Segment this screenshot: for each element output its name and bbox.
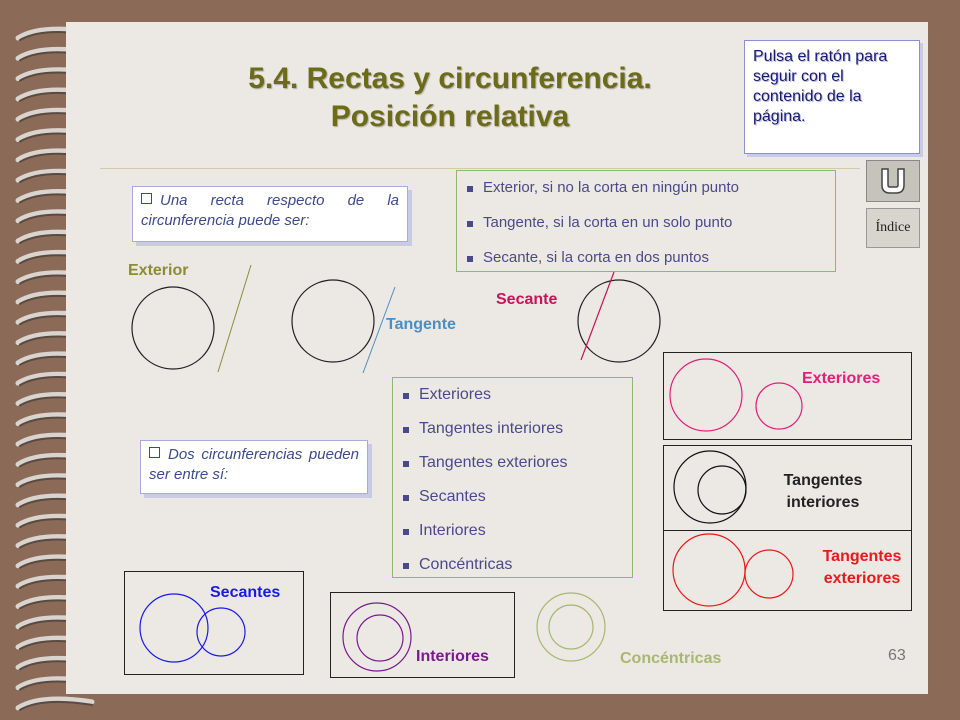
circles-intro-text: Dos circunferencias pueden ser entre sí: — [149, 446, 359, 483]
index-button-label: Índice — [875, 220, 911, 235]
concentricas-label: Concéntricas — [620, 650, 722, 667]
tangentes-interiores-label: Tangentes interiores — [783, 472, 863, 511]
option-term: Tangente — [483, 214, 545, 231]
list-item: Tangentes interiores — [393, 420, 632, 454]
option-term: Exterior — [483, 179, 534, 196]
option-description: , si la corta en dos puntos — [538, 249, 709, 266]
secantes-circle-small — [197, 608, 245, 656]
tangente-label: Tangente — [386, 316, 456, 333]
list-item: Interiores — [393, 522, 632, 556]
secante-label: Secante — [496, 291, 558, 308]
exteriores-label: Exteriores — [802, 370, 881, 387]
list-item: Concéntricas — [393, 556, 632, 574]
exteriores-circle-small — [756, 383, 802, 429]
list-item: Exteriores — [393, 386, 632, 420]
exterior-label: Exterior — [128, 262, 189, 279]
click-hint-text: Pulsa el ratón para seguir con el contenido de la página. — [753, 48, 888, 125]
interiores-label: Interiores — [416, 648, 489, 665]
tangentes-exteriores-label: Tangentes exteriores — [822, 548, 902, 587]
title-line-2: Posición relativa — [330, 100, 570, 133]
tangentes-exteriores-small — [745, 550, 793, 598]
interiores-circle-inner — [357, 615, 403, 661]
lines-intro-text: Una recta respecto de la circunferencia puede ser: — [141, 192, 399, 229]
title-line-1: 5.4. Rectas y circunferencia. — [248, 62, 652, 95]
tangentes-interiores-outer — [674, 451, 746, 523]
option-description: , si no la corta en ningún punto — [533, 179, 740, 196]
tangentes-exteriores-large — [673, 534, 745, 606]
concentricas-circle-outer — [537, 593, 605, 661]
list-item: Tangentes exteriores — [393, 454, 632, 488]
page-number: 63 — [888, 647, 906, 664]
secantes-label: Secantes — [210, 584, 281, 601]
tangentes-interiores-inner — [698, 466, 746, 514]
concentricas-circle-inner — [549, 605, 593, 649]
exteriores-circle-large — [670, 359, 742, 431]
list-item: Secantes — [393, 488, 632, 522]
option-description: , si la corta en un solo punto — [544, 214, 733, 231]
option-term: Secante — [483, 249, 539, 266]
